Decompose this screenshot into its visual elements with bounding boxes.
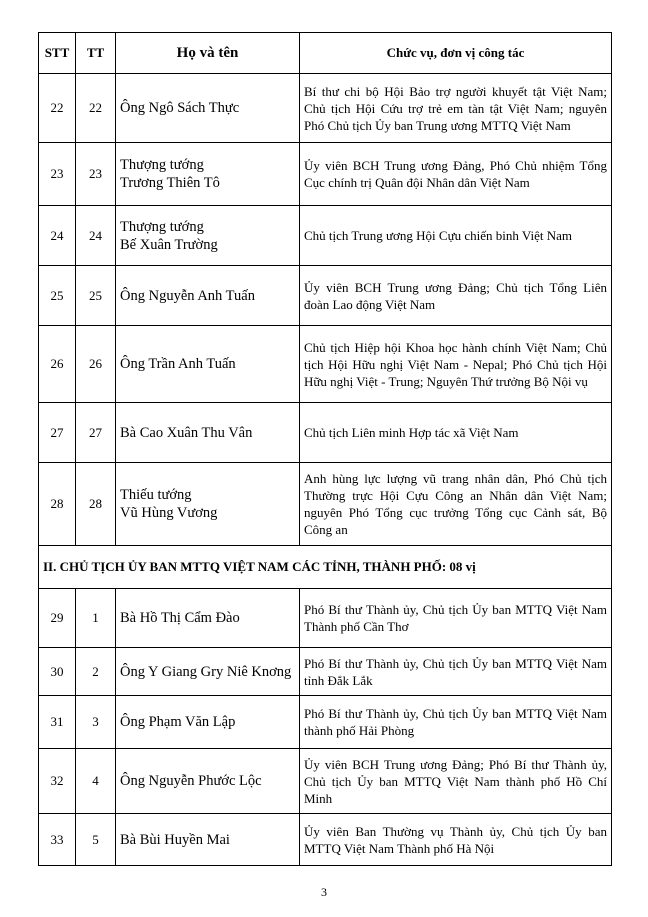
- row-name-line1: Thượng tướng: [120, 157, 204, 173]
- row-tt: 27: [76, 403, 116, 463]
- table-row: [39, 814, 612, 866]
- row-name: [116, 266, 300, 326]
- row-name-line1: Ông Ngô Sách Thực: [120, 100, 240, 116]
- row-tt: 25: [76, 266, 116, 326]
- row-name: [116, 403, 300, 463]
- header-stt: STT: [39, 33, 76, 74]
- row-position: Ủy viên BCH Trung ương Đảng; Chủ tịch Tổng Liên đoàn Lao động Việt Nam: [300, 266, 612, 326]
- row-name: [116, 326, 300, 403]
- row-name-line1: Bà Bùi Huyền Mai: [120, 831, 230, 848]
- row-name-line1: Bà Cao Xuân Thu Vân: [120, 424, 253, 441]
- page-number: 3: [321, 885, 327, 899]
- row-position: Bí thư chi bộ Hội Bảo trợ người khuyết tật Việt Nam; Chủ tịch Hội Cứu trợ trẻ em tàn tật Việt Nam; nguyên Phó Chủ tịch Ủy ban Trung ương MTTQ Việt Nam: [300, 74, 612, 143]
- row-tt: 22: [76, 74, 116, 143]
- table-row: [39, 403, 612, 463]
- table-row: [39, 463, 612, 546]
- row-position: Phó Bí thư Thành ủy, Chủ tịch Ủy ban MTTQ Việt Nam Thành phố Cần Thơ: [300, 589, 612, 648]
- row-tt: 26: [76, 326, 116, 403]
- header-tt: TT: [76, 33, 116, 74]
- row-name-line1: Thượng tướng: [120, 218, 204, 235]
- section-title: II. CHỦ TỊCH ỦY BAN MTTQ VIỆT NAM CÁC TỈNH, THÀNH PHỐ: 08 vị: [39, 546, 612, 589]
- table-row: [39, 648, 612, 696]
- row-name: [116, 206, 300, 266]
- row-stt: 29: [39, 589, 76, 648]
- header-position: Chức vụ, đơn vị công tác: [300, 33, 612, 74]
- row-tt: 24: [76, 206, 116, 266]
- row-name-line1: Ông Y Giang Gry Niê Knơng: [120, 663, 292, 680]
- member-table: [38, 32, 612, 866]
- row-name: [116, 143, 300, 206]
- row-name-line2: Bế Xuân Trường: [120, 236, 218, 253]
- table-row: [39, 143, 612, 206]
- row-name: [116, 74, 300, 143]
- row-name: [116, 696, 300, 749]
- row-name: [116, 463, 300, 546]
- row-stt: 30: [39, 648, 76, 696]
- row-stt: 33: [39, 814, 76, 866]
- row-name-line2: Trương Thiên Tô: [120, 175, 220, 191]
- row-position: Phó Bí thư Thành ủy, Chủ tịch Ủy ban MTTQ Việt Nam tỉnh Đắk Lắk: [300, 648, 612, 696]
- row-stt: 24: [39, 206, 76, 266]
- table-row: [39, 266, 612, 326]
- row-name: [116, 648, 300, 696]
- row-name: [116, 814, 300, 866]
- row-position: Phó Bí thư Thành ủy, Chủ tịch Ủy ban MTTQ Việt Nam thành phố Hải Phòng: [300, 696, 612, 749]
- row-position: Chủ tịch Hiệp hội Khoa học hành chính Việt Nam; Chủ tịch Hội Hữu nghị Việt Nam - Nepal; Phó Chủ tịch Hội Hữu nghị Việt - Trung; Nguyên Thứ trưởng Bộ Nội vụ: [300, 326, 612, 403]
- table-row: [39, 749, 612, 814]
- row-tt: 5: [76, 814, 116, 866]
- row-stt: 27: [39, 403, 76, 463]
- row-stt: 26: [39, 326, 76, 403]
- table-row: [39, 696, 612, 749]
- row-tt: 4: [76, 749, 116, 814]
- row-name-line2: Vũ Hùng Vương: [120, 505, 218, 521]
- row-name: [116, 749, 300, 814]
- row-stt: 32: [39, 749, 76, 814]
- section-row: [39, 546, 612, 589]
- row-tt: 2: [76, 648, 116, 696]
- row-position: Ủy viên BCH Trung ương Đảng; Phó Bí thư Thành ủy, Chủ tịch Ủy ban MTTQ Việt Nam thành phố Hồ Chí Minh: [300, 749, 612, 814]
- row-position: Ủy viên BCH Trung ương Đảng, Phó Chủ nhiệm Tổng Cục chính trị Quân đội Nhân dân Việt Nam: [300, 143, 612, 206]
- row-stt: 23: [39, 143, 76, 206]
- row-stt: 25: [39, 266, 76, 326]
- table-row: [39, 74, 612, 143]
- row-position: Ủy viên Ban Thường vụ Thành ủy, Chủ tịch Ủy ban MTTQ Việt Nam Thành phố Hà Nội: [300, 814, 612, 866]
- row-stt: 22: [39, 74, 76, 143]
- row-name-line1: Ông Nguyễn Phước Lộc: [120, 773, 262, 789]
- row-stt: 31: [39, 696, 76, 749]
- row-name-line1: Ông Trần Anh Tuấn: [120, 356, 236, 372]
- row-name: [116, 589, 300, 648]
- row-tt: 3: [76, 696, 116, 749]
- header-row: [39, 33, 612, 74]
- table-row: [39, 206, 612, 266]
- row-position: Chủ tịch Trung ương Hội Cựu chiến binh Việt Nam: [300, 206, 612, 266]
- table-row: [39, 326, 612, 403]
- row-position: Anh hùng lực lượng vũ trang nhân dân, Phó Chủ tịch Thường trực Hội Cựu Công an Nhân dân Việt Nam; nguyên Phó Tổng cục trưởng Tổng cục Cảnh sát, Bộ Công an: [300, 463, 612, 546]
- header-name: Họ và tên: [116, 33, 300, 74]
- row-tt: 23: [76, 143, 116, 206]
- row-tt: 28: [76, 463, 116, 546]
- row-stt: 28: [39, 463, 76, 546]
- row-name-line1: Ông Phạm Văn Lập: [120, 714, 236, 730]
- row-name-line1: Thiếu tướng: [120, 487, 192, 503]
- row-name-line1: Ông Nguyễn Anh Tuấn: [120, 287, 255, 304]
- table-row: [39, 589, 612, 648]
- row-position: Chủ tịch Liên minh Hợp tác xã Việt Nam: [300, 403, 612, 463]
- row-tt: 1: [76, 589, 116, 648]
- row-name-line1: Bà Hồ Thị Cẩm Đào: [120, 610, 240, 626]
